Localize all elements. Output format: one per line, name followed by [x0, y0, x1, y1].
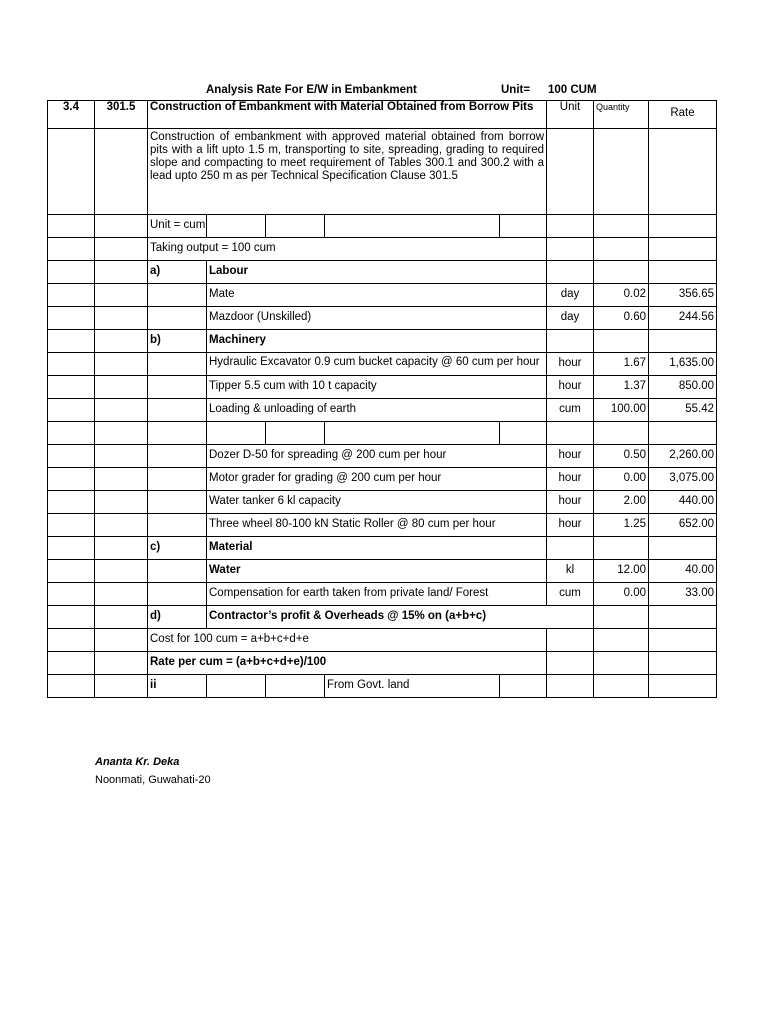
row-rate: 356.65 — [649, 284, 717, 307]
row-quantity: 100.00 — [594, 399, 649, 422]
row-unit: hour — [547, 468, 594, 491]
table-row — [48, 445, 717, 468]
row-description: Mazdoor (Unskilled) — [207, 307, 547, 330]
table-row — [48, 560, 717, 583]
row-description: Mate — [207, 284, 547, 307]
table-row — [48, 376, 717, 399]
row-unit: kl — [547, 560, 594, 583]
table-row — [48, 399, 717, 422]
material-section-row — [48, 537, 717, 560]
row-unit: cum — [547, 399, 594, 422]
table-row — [48, 307, 717, 330]
unit-label: Unit= — [501, 84, 531, 96]
row-description: Compensation for earth taken from private land/ Forest — [207, 583, 547, 606]
blank-row — [48, 422, 717, 445]
rate-label: Rate per cum = (a+b+c+d+e)/100 — [148, 652, 547, 675]
row-description: Hydraulic Excavator 0.9 cum bucket capacity @ 60 cum per hour — [207, 353, 547, 376]
row-rate: 40.00 — [649, 560, 717, 583]
rate-analysis-table — [47, 100, 717, 698]
labour-marker: a) — [148, 261, 207, 284]
labour-label: Labour — [207, 261, 547, 284]
description-row — [48, 129, 717, 215]
unit-value: 100 CUM — [548, 84, 597, 96]
item-heading: Construction of Embankment with Material Obtained from Borrow Pits — [148, 101, 547, 129]
output-row — [48, 238, 717, 261]
unit-row — [48, 215, 717, 238]
row-rate: 1,635.00 — [649, 353, 717, 376]
table-row — [48, 353, 717, 376]
item-number: 3.4 — [48, 101, 95, 129]
material-label: Material — [207, 537, 547, 560]
row-quantity: 0.00 — [594, 583, 649, 606]
row-quantity: 1.67 — [594, 353, 649, 376]
row-rate: 440.00 — [649, 491, 717, 514]
govt-land-row — [48, 675, 717, 698]
row-quantity: 0.60 — [594, 307, 649, 330]
row-unit: hour — [547, 491, 594, 514]
table-header-row — [48, 101, 717, 129]
cost-row — [48, 629, 717, 652]
row-quantity: 0.50 — [594, 445, 649, 468]
signatory-address: Noonmati, Guwahati-20 — [95, 774, 211, 786]
row-quantity: 2.00 — [594, 491, 649, 514]
row-quantity: 1.25 — [594, 514, 649, 537]
row-rate: 33.00 — [649, 583, 717, 606]
table-row — [48, 284, 717, 307]
row-unit: hour — [547, 376, 594, 399]
item-code: 301.5 — [95, 101, 148, 129]
row-unit: hour — [547, 445, 594, 468]
row-quantity: 1.37 — [594, 376, 649, 399]
col-quantity-header: Quantity — [594, 101, 649, 129]
row-rate: 850.00 — [649, 376, 717, 399]
signature-block — [95, 756, 211, 786]
machinery-section-row — [48, 330, 717, 353]
row-unit: cum — [547, 583, 594, 606]
unit-line: Unit = cum — [148, 215, 207, 238]
signatory-name: Ananta Kr. Deka — [95, 756, 180, 768]
material-marker: c) — [148, 537, 207, 560]
sheet-title-row — [0, 84, 768, 100]
machinery-marker: b) — [148, 330, 207, 353]
table-row — [48, 514, 717, 537]
machinery-label: Machinery — [207, 330, 547, 353]
row-quantity: 0.02 — [594, 284, 649, 307]
govt-marker: ii — [148, 675, 207, 698]
table-row — [48, 468, 717, 491]
row-rate: 55.42 — [649, 399, 717, 422]
row-unit: day — [547, 284, 594, 307]
row-unit: day — [547, 307, 594, 330]
row-description: Dozer D-50 for spreading @ 200 cum per hour — [207, 445, 547, 468]
row-description: Motor grader for grading @ 200 cum per hour — [207, 468, 547, 491]
row-unit: hour — [547, 514, 594, 537]
row-quantity: 12.00 — [594, 560, 649, 583]
item-description: Construction of embankment with approved material obtained from borrow pits with a lift upto 1.5 m, transporting to site, spreading, grading to required slope and compacting to meet requirement of Tables 300.1 and 300.2 with a lead upto 250 m as per Technical Specification Clause 301.5 — [148, 129, 547, 215]
govt-label: From Govt. land — [325, 675, 500, 698]
sheet-title: Analysis Rate For E/W in Embankment — [206, 84, 417, 96]
row-description: Three wheel 80-100 kN Static Roller @ 80 cum per hour — [207, 514, 547, 537]
cost-label: Cost for 100 cum = a+b+c+d+e — [148, 629, 547, 652]
table-row — [48, 583, 717, 606]
row-rate: 3,075.00 — [649, 468, 717, 491]
row-quantity: 0.00 — [594, 468, 649, 491]
row-unit: hour — [547, 353, 594, 376]
row-description: Loading & unloading of earth — [207, 399, 547, 422]
row-rate: 652.00 — [649, 514, 717, 537]
col-rate-header: Rate — [649, 101, 717, 129]
profit-marker: d) — [148, 606, 207, 629]
table-row — [48, 491, 717, 514]
profit-label: Contractor’s profit & Overheads @ 15% on (a+b+c) — [207, 606, 594, 629]
row-description: Tipper 5.5 cum with 10 t capacity — [207, 376, 547, 399]
rate-row — [48, 652, 717, 675]
col-unit-header: Unit — [547, 101, 594, 129]
row-description: Water tanker 6 kl capacity — [207, 491, 547, 514]
row-rate: 244.56 — [649, 307, 717, 330]
output-line: Taking output = 100 cum — [148, 238, 547, 261]
labour-section-row — [48, 261, 717, 284]
row-rate: 2,260.00 — [649, 445, 717, 468]
profit-row — [48, 606, 717, 629]
row-description: Water — [207, 560, 547, 583]
